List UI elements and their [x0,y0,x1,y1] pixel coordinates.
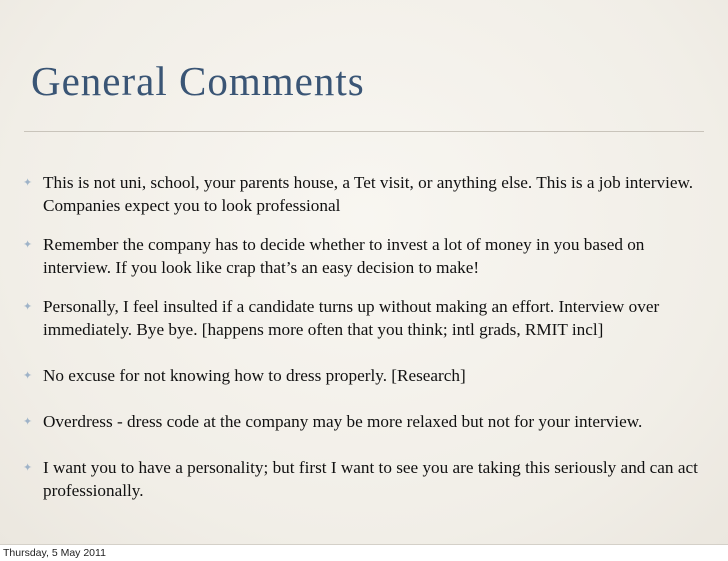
bullet-item [0,233,728,279]
bullet-item [0,410,728,433]
bullet-text: Overdress - dress code at the company may be more relaxed but not for your interview. [43,412,643,431]
title-divider [24,131,704,132]
bullet-list [0,171,728,502]
footer-bar [0,544,728,561]
bullet-item [0,171,728,217]
bullet-item [0,364,728,387]
footer-date: Thursday, 5 May 2011 [3,547,106,559]
bullet-text: Remember the company has to decide whether to invest a lot of money in you based on interview. If you look like crap that’s an easy decision to make! [43,235,645,277]
bullet-text: I want you to have a personality; but first I want to see you are taking this seriously and can act professionally. [43,458,698,500]
bullet-item [0,456,728,502]
star-bullet-icon: ✦ [23,462,33,474]
bullet-text: This is not uni, school, your parents house, a Tet visit, or anything else. This is a job interview. Companies expect you to look professional [43,173,694,215]
star-bullet-icon: ✦ [23,301,33,313]
bullet-item [0,295,728,341]
star-bullet-icon: ✦ [23,416,33,428]
bullet-text: No excuse for not knowing how to dress properly. [Research] [43,366,466,385]
slide-title: General Comments [31,58,365,104]
bullet-text: Personally, I feel insulted if a candidate turns up without making an effort. Interview over immediately. Bye bye. [happens more often that you think; intl grads, RMIT incl] [43,297,660,339]
star-bullet-icon: ✦ [23,239,33,251]
star-bullet-icon: ✦ [23,177,33,189]
star-bullet-icon: ✦ [23,370,33,382]
